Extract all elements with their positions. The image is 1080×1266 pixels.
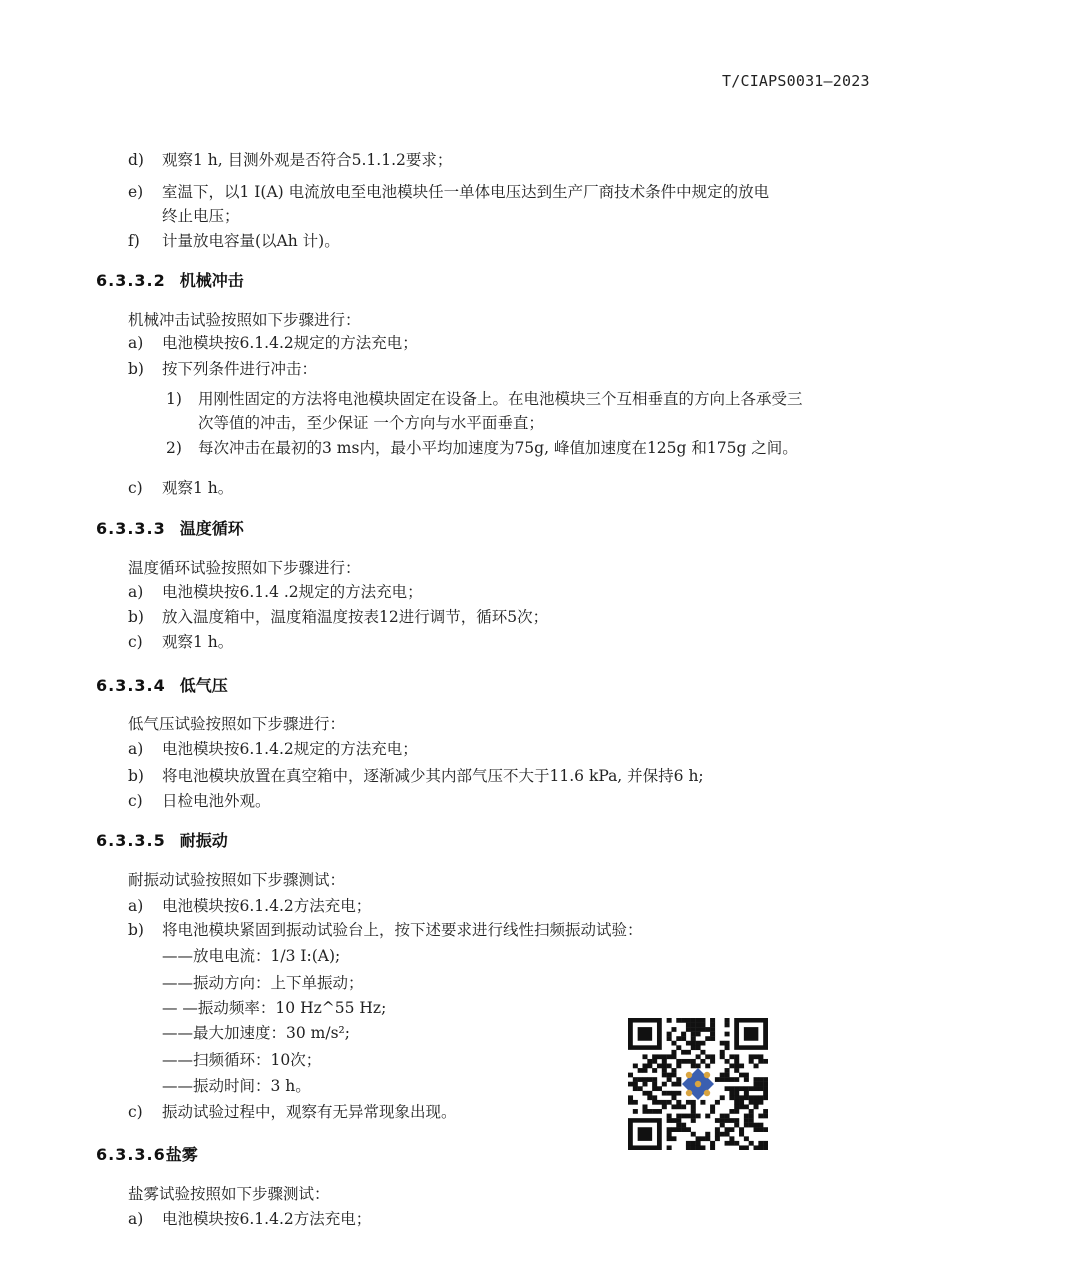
list-item-d bbox=[128, 148, 452, 170]
item-text: 观察1 h。 bbox=[162, 633, 234, 651]
section-number: 6.3.3.3 bbox=[96, 519, 166, 538]
list-item-a bbox=[128, 331, 418, 353]
section-heading-6-3-3-6 bbox=[96, 1142, 198, 1165]
list-item-a bbox=[128, 737, 418, 759]
item-text: 日检电池外观。 bbox=[162, 792, 271, 810]
item-marker: b) bbox=[128, 921, 144, 939]
item-text: 观察1 h。 bbox=[162, 479, 234, 497]
section-number: 6.3.3.5 bbox=[96, 831, 166, 850]
sub-item-text: 每次冲击在最初的3 ms内，最小平均加速度为75g, 峰值加速度在125g 和175g 之间。 bbox=[198, 439, 798, 457]
section-heading-6-3-3-5 bbox=[96, 828, 228, 851]
item-marker: a) bbox=[128, 897, 144, 915]
item-marker: d) bbox=[128, 151, 144, 169]
sub-item-2 bbox=[166, 436, 798, 458]
item-text: 电池模块按6.1.4.2规定的方法充电； bbox=[162, 334, 418, 352]
section-title: 机械冲击 bbox=[179, 271, 244, 290]
section-title: 耐振动 bbox=[179, 831, 228, 850]
item-marker: b) bbox=[128, 767, 144, 785]
section-intro: 盐雾试验按照如下步骤测试： bbox=[128, 1185, 330, 1203]
item-text: 电池模块按6.1.4.2方法充电； bbox=[162, 897, 372, 915]
list-item-b bbox=[128, 764, 704, 786]
item-text: 振动试验过程中，观察有无异常现象出现。 bbox=[162, 1103, 457, 1121]
section-number: 6.3.3.6 bbox=[96, 1145, 166, 1164]
list-item-b bbox=[128, 918, 643, 940]
item-marker: a) bbox=[128, 334, 144, 352]
section-heading-6-3-3-2 bbox=[96, 268, 244, 291]
item-marker: b) bbox=[128, 360, 144, 378]
item-text: 放入温度箱中，温度箱温度按表12进行调节，循环5次； bbox=[162, 608, 549, 626]
item-text: 将电池模块紧固到振动试验台上，按下述要求进行线性扫频振动试验： bbox=[162, 921, 643, 939]
item-text: 电池模块按6.1.4.2方法充电； bbox=[162, 1210, 372, 1228]
item-marker: c) bbox=[128, 479, 143, 497]
section-heading-6-3-3-4 bbox=[96, 673, 228, 696]
list-item-b bbox=[128, 605, 548, 627]
section-title: 低气压 bbox=[179, 676, 228, 695]
dash-item: — —振动频率：10 Hz^55 Hz; bbox=[162, 999, 387, 1017]
item-marker: c) bbox=[128, 1103, 143, 1121]
dash-item: ——振动方向：上下单振动； bbox=[162, 974, 364, 992]
section-heading-6-3-3-3 bbox=[96, 516, 244, 539]
list-item-a bbox=[128, 580, 423, 602]
dash-item: ——放电电流：1/3 I:(A); bbox=[162, 947, 341, 965]
item-marker: a) bbox=[128, 740, 144, 758]
list-item-e-continuation: 终止电压； bbox=[162, 207, 240, 225]
item-marker: f) bbox=[128, 232, 140, 250]
section-number: 6.3.3.2 bbox=[96, 271, 166, 290]
item-marker: e) bbox=[128, 183, 144, 201]
item-text: 室温下，以1 I(A) 电流放电至电池模块任一单体电压达到生产厂商技术条件中规定的放电 bbox=[162, 183, 770, 201]
list-item-c bbox=[128, 1100, 457, 1122]
sub-item-marker: 1) bbox=[166, 390, 182, 408]
item-marker: a) bbox=[128, 1210, 144, 1228]
sub-item-1 bbox=[166, 387, 803, 409]
item-text: 按下列条件进行冲击： bbox=[162, 360, 318, 378]
item-text: 将电池模块放置在真空箱中，逐渐减少其内部气压不大于11.6 kPa, 并保持6 h; bbox=[162, 767, 704, 785]
list-item-a bbox=[128, 1207, 371, 1229]
item-marker: c) bbox=[128, 792, 143, 810]
item-marker: b) bbox=[128, 608, 144, 626]
dash-item: ——振动时间：3 h。 bbox=[162, 1077, 311, 1095]
section-title: 温度循环 bbox=[179, 519, 244, 538]
list-item-f bbox=[128, 229, 340, 251]
list-item-b bbox=[128, 357, 317, 379]
list-item-c bbox=[128, 630, 233, 652]
section-intro: 机械冲击试验按照如下步骤进行： bbox=[128, 311, 361, 329]
section-intro: 温度循环试验按照如下步骤进行： bbox=[128, 559, 361, 577]
list-item-c bbox=[128, 789, 271, 811]
section-number: 6.3.3.4 bbox=[96, 676, 166, 695]
section-intro: 耐振动试验按照如下步骤测试： bbox=[128, 871, 346, 889]
item-text: 电池模块按6.1.4.2规定的方法充电； bbox=[162, 740, 418, 758]
document-id: T/CIAPS0031—2023 bbox=[722, 72, 870, 90]
dash-item: ——扫频循环：10次； bbox=[162, 1051, 322, 1069]
item-text: 电池模块按6.1.4 .2规定的方法充电； bbox=[162, 583, 423, 601]
item-marker: c) bbox=[128, 633, 143, 651]
item-text: 计量放电容量(以Ah 计)。 bbox=[162, 232, 340, 250]
list-item-a bbox=[128, 894, 371, 916]
list-item-e bbox=[128, 180, 769, 202]
item-marker: a) bbox=[128, 583, 144, 601]
item-text: 观察1 h, 目测外观是否符合5.1.1.2要求； bbox=[162, 151, 453, 169]
list-item-c bbox=[128, 476, 233, 498]
sub-item-marker: 2) bbox=[166, 439, 182, 457]
sub-item-1-continuation: 次等值的冲击，至少保证 一个方向与水平面垂直； bbox=[198, 414, 544, 432]
section-intro: 低气压试验按照如下步骤进行： bbox=[128, 715, 346, 733]
section-title: 盐雾 bbox=[165, 1145, 198, 1164]
qr-code-icon bbox=[628, 1018, 768, 1150]
sub-item-text: 用刚性固定的方法将电池模块固定在设备上。在电池模块三个互相垂直的方向上各承受三 bbox=[198, 390, 803, 408]
dash-item: ——最大加速度：30 m/s²; bbox=[162, 1024, 350, 1042]
